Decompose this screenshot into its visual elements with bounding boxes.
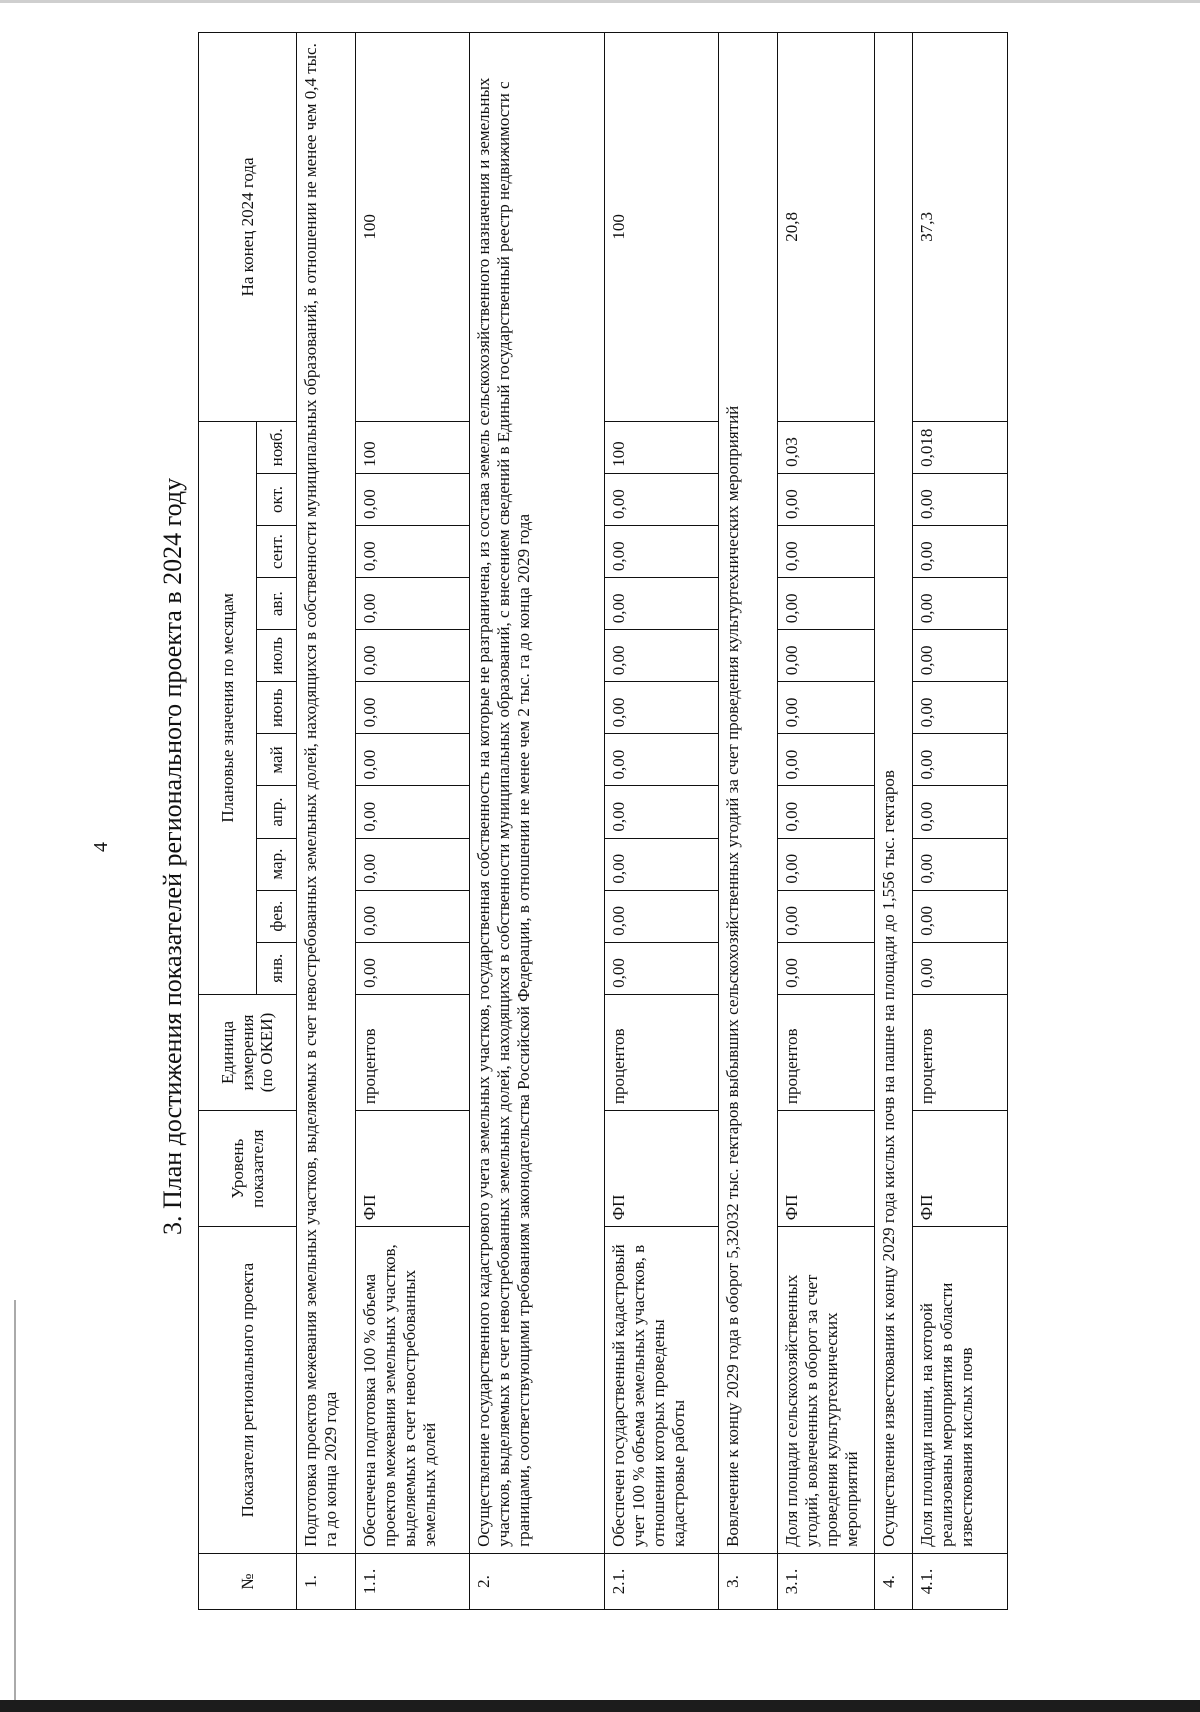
month-value: 0,00 xyxy=(605,682,719,734)
indicator-row xyxy=(356,33,470,1610)
month-value: 0,00 xyxy=(356,734,470,786)
header-month: май xyxy=(257,734,297,786)
month-value: 0,00 xyxy=(605,838,719,890)
month-value: 0,00 xyxy=(777,838,874,890)
month-value: 0,00 xyxy=(913,734,1008,786)
header-end: На конец 2024 года xyxy=(199,33,297,422)
indicator-level: ФП xyxy=(913,1111,1008,1227)
month-value: 0,00 xyxy=(913,473,1008,525)
indicator-unit: процентов xyxy=(777,994,874,1110)
month-value: 0,00 xyxy=(356,786,470,838)
month-value: 0,00 xyxy=(777,578,874,630)
indicator-number: 1.1. xyxy=(356,1553,470,1609)
plan-table-wrapper xyxy=(198,32,1008,1610)
month-value: 0,00 xyxy=(356,890,470,942)
header-month: янв. xyxy=(257,942,297,994)
month-value: 100 xyxy=(605,421,719,473)
section-text: Осуществление государственного кадастрового учета земельных участков, государственная собственность на которые не разграничена, из состава земель сельскохозяйственного назначения и земельных участков, выделяемых в счет невостребованных земельных долей, находящихся в собственности муниципальных образований, с внесением сведений в Единый государственный реестр недвижимости с границами, соответствующими требованиям законодательства Российской Федерации, в отношении не менее чем 2 тыс. га до конца 2029 года xyxy=(469,33,604,1554)
month-value: 0,00 xyxy=(913,942,1008,994)
month-value: 100 xyxy=(356,421,470,473)
month-value: 0,00 xyxy=(777,942,874,994)
end-value: 100 xyxy=(356,33,470,422)
header-month: нояб. xyxy=(257,421,297,473)
section-number: 1. xyxy=(297,1553,356,1609)
scan-edge-top xyxy=(0,0,1200,3)
month-value: 0,00 xyxy=(605,786,719,838)
indicator-row xyxy=(605,33,719,1610)
indicator-row xyxy=(913,33,1008,1610)
scan-edge-left xyxy=(14,1300,16,1700)
header-month: июль xyxy=(257,630,297,682)
scan-edge-bottom xyxy=(0,1700,1200,1712)
indicator-number: 2.1. xyxy=(605,1553,719,1609)
header-month: окт. xyxy=(257,473,297,525)
month-value: 0,00 xyxy=(356,942,470,994)
header-monthly: Плановые значения по месяцам xyxy=(199,421,257,994)
section-text: Подготовка проектов межевания земельных участков, выделяемых в счет невостребованных земельных долей, находящихся в собственности муниципальных образований, в отношении не менее чем 0,4 тыс. га до конца 2029 года xyxy=(297,33,356,1554)
month-value: 0,00 xyxy=(356,630,470,682)
month-value: 0,00 xyxy=(605,890,719,942)
end-value: 37,3 xyxy=(913,33,1008,422)
month-value: 0,00 xyxy=(605,942,719,994)
indicator-number: 3.1. xyxy=(777,1553,874,1609)
month-value: 0,00 xyxy=(913,786,1008,838)
month-value: 0,00 xyxy=(356,682,470,734)
month-value: 0,00 xyxy=(356,526,470,578)
header-num: № xyxy=(199,1553,297,1609)
header-month: фев. xyxy=(257,890,297,942)
month-value: 0,00 xyxy=(356,473,470,525)
section-text: Осуществление известкования к концу 2029 года кислых почв на пашне на площади до 1,556 тыс. гектаров xyxy=(875,33,913,1554)
month-value: 0,00 xyxy=(913,890,1008,942)
indicator-unit: процентов xyxy=(605,994,719,1110)
header-name: Показатели регионального проекта xyxy=(199,1227,297,1554)
indicator-row xyxy=(777,33,874,1610)
indicator-name: Обеспечен государственный кадастровый учет 100 % объема земельных участков, в отношении которых проведены кадастровые работы xyxy=(605,1227,719,1554)
indicator-level: ФП xyxy=(605,1111,719,1227)
header-unit: Единица измерения (по ОКЕИ) xyxy=(199,994,297,1110)
indicator-name: Доля площади сельскохозяйственных угодий, вовлеченных в оборот за счет проведения культуртехнических мероприятий xyxy=(777,1227,874,1554)
month-value: 0,00 xyxy=(913,578,1008,630)
month-value: 0,00 xyxy=(605,473,719,525)
month-value: 0,03 xyxy=(777,421,874,473)
section-row xyxy=(469,33,604,1610)
month-value: 0,00 xyxy=(605,578,719,630)
section-row xyxy=(718,33,777,1610)
header-month: апр. xyxy=(257,786,297,838)
month-value: 0,00 xyxy=(913,838,1008,890)
month-value: 0,00 xyxy=(777,473,874,525)
header-month: авг. xyxy=(257,578,297,630)
header-month: июнь xyxy=(257,682,297,734)
month-value: 0,018 xyxy=(913,421,1008,473)
page-number: 4 xyxy=(90,842,112,852)
plan-table xyxy=(198,32,1008,1610)
header-month: сент. xyxy=(257,526,297,578)
section-number: 3. xyxy=(718,1553,777,1609)
month-value: 0,00 xyxy=(913,682,1008,734)
indicator-level: ФП xyxy=(777,1111,874,1227)
month-value: 0,00 xyxy=(777,890,874,942)
month-value: 0,00 xyxy=(356,578,470,630)
month-value: 0,00 xyxy=(605,526,719,578)
month-value: 0,00 xyxy=(777,734,874,786)
month-value: 0,00 xyxy=(777,630,874,682)
end-value: 20,8 xyxy=(777,33,874,422)
header-row-1 xyxy=(199,33,257,1610)
indicator-unit: процентов xyxy=(913,994,1008,1110)
indicator-name: Доля площади пашни, на которой реализованы мероприятия в области известкования кислых почв xyxy=(913,1227,1008,1554)
month-value: 0,00 xyxy=(777,786,874,838)
header-level: Уровень показателя xyxy=(199,1111,297,1227)
indicator-level: ФП xyxy=(356,1111,470,1227)
month-value: 0,00 xyxy=(913,526,1008,578)
document-title: 3. План достижения показателей регионального проекта в 2024 году xyxy=(158,477,187,1235)
section-row xyxy=(297,33,356,1610)
month-value: 0,00 xyxy=(605,630,719,682)
indicator-unit: процентов xyxy=(356,994,470,1110)
month-value: 0,00 xyxy=(777,526,874,578)
indicator-number: 4.1. xyxy=(913,1553,1008,1609)
month-value: 0,00 xyxy=(356,838,470,890)
section-row xyxy=(875,33,913,1610)
month-value: 0,00 xyxy=(777,682,874,734)
section-text: Вовлечение к концу 2029 года в оборот 5,32032 тыс. гектаров выбывших сельскохозяйственных угодий за счет проведения культуртехнических мероприятий xyxy=(718,33,777,1554)
end-value: 100 xyxy=(605,33,719,422)
section-number: 4. xyxy=(875,1553,913,1609)
indicator-name: Обеспечена подготовка 100 % объема проектов межевания земельных участков, выделяемых в счет невостребованных земельных долей xyxy=(356,1227,470,1554)
header-month: мар. xyxy=(257,838,297,890)
month-value: 0,00 xyxy=(605,734,719,786)
section-number: 2. xyxy=(469,1553,604,1609)
month-value: 0,00 xyxy=(913,630,1008,682)
